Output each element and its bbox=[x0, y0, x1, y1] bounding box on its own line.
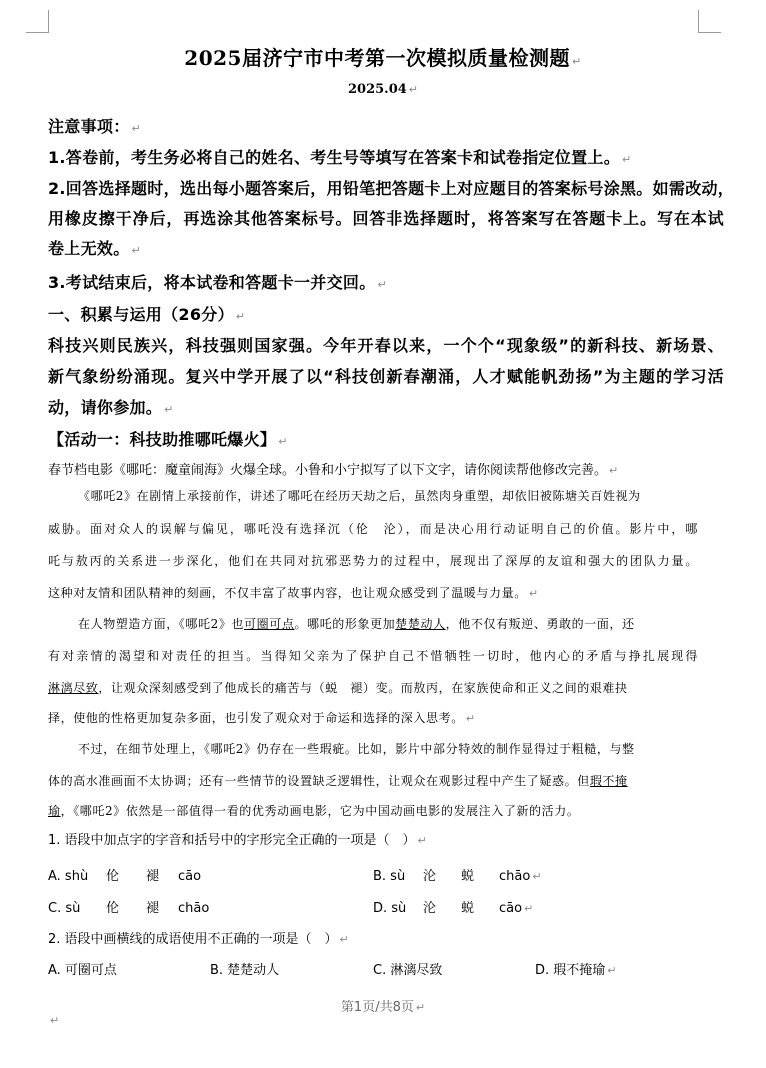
paragraph-mark-icon: ↵ bbox=[609, 464, 619, 477]
passage-p2-line-4: 择，使他的性格更加复杂多面，也引发了观众对于命运和选择的深入思考。 ↵ bbox=[48, 711, 476, 725]
paragraph-mark-icon: ↵ bbox=[524, 902, 534, 915]
notice-item-1: 1.答卷前，考生务必将自己的姓名、考生号等填写在答案卡和试卷指定位置上。 ↵ bbox=[48, 148, 632, 167]
paragraph-mark-icon: ↵ bbox=[417, 834, 427, 847]
passage-p1-line-1: 《哪吒2》在剧情上承接前作，讲述了哪吒在经历天劫之后，虽然肉身重塑，却依旧被陈塘关百姓视为 bbox=[78, 489, 641, 503]
q1-option-b: B. sù 沦 蜕 chāo ↵ bbox=[373, 869, 542, 884]
passage-p1-line-2: 威胁。面对众人的误解与偏见，哪吒没有选择沉（伦 沦），而是决心用行动证明自己的价值。影片中，哪 bbox=[48, 522, 698, 536]
paragraph-mark-icon: ↵ bbox=[415, 1001, 426, 1014]
paragraph-mark-icon: ↵ bbox=[339, 933, 349, 946]
q1-option-c: C. sù 伦 褪 chāo bbox=[48, 901, 210, 916]
passage-p2-line-3: 淋漓尽致，让观众深刻感受到了他成长的痛苦与（蜕 褪）变。而敖丙，在家族使命和正义之间的艰难抉 bbox=[48, 681, 628, 695]
document-date: 2025.04 ↵ bbox=[347, 82, 419, 97]
q1-option-d: D. sù 沦 蜕 cāo ↵ bbox=[373, 901, 534, 916]
notice-item-2-line-3: 卷上无效。 ↵ bbox=[48, 239, 142, 258]
section-intro-line-3: 动，请你参加。 ↵ bbox=[48, 398, 174, 417]
question-2: 2. 语段中画横线的成语使用不正确的一项是（ ） ↵ bbox=[48, 932, 349, 947]
passage-p2-line-2: 有对亲情的渴望和对责任的担当。当得知父亲为了保护自己不惜牺牲一切时，他内心的矛盾与挣扎展现得 bbox=[48, 649, 698, 663]
passage-p3-line-2: 体的高水准画面不太协调；还有一些情节的设置缺乏逻辑性，让观众在观影过程中产生了疑惑。但瑕不掩 bbox=[48, 774, 628, 788]
paragraph-mark-icon: ↵ bbox=[131, 244, 142, 257]
q2-option-c: C. 淋漓尽致 bbox=[373, 963, 443, 978]
activity-lead: 春节档电影《哪吒：魔童闹海》火爆全球。小鲁和小宁拟写了以下文字，请你阅读帮他修改完善。 ↵ bbox=[48, 463, 619, 478]
paragraph-mark-icon: ↵ bbox=[408, 83, 419, 96]
paragraph-mark-icon: ↵ bbox=[235, 310, 246, 323]
page-footer: 第1页/共8页 ↵ bbox=[340, 1000, 426, 1015]
notice-heading: 注意事项： ↵ bbox=[48, 117, 142, 136]
section-heading: 一、积累与运用（26分） ↵ bbox=[48, 305, 246, 324]
paragraph-mark-icon: ↵ bbox=[278, 435, 288, 448]
document-title: 2025届济宁市中考第一次模拟质量检测题 ↵ bbox=[184, 46, 582, 70]
paragraph-mark-icon: ↵ bbox=[377, 278, 388, 291]
q1-option-a: A. shù 伦 褪 cāo bbox=[48, 869, 202, 884]
paragraph-mark-icon: ↵ bbox=[622, 153, 632, 166]
underlined-idiom: 可圈可点 bbox=[244, 617, 295, 631]
underlined-idiom: 瑜 bbox=[48, 804, 61, 818]
q2-option-b: B. 楚楚动人 bbox=[210, 963, 280, 978]
passage-p2-line-1: 在人物塑造方面，《哪吒2》也可圈可点。哪吒的形象更加楚楚动人，他不仅有叛逆、勇敢的一面，还 bbox=[78, 617, 635, 631]
notice-item-2-line-2: 用橡皮擦干净后，再选涂其他答案标号。回答非选择题时，将答案写在答题卡上。写在本试 bbox=[48, 209, 724, 228]
notice-item-2-line-1: 2.回答选择题时，选出每小题答案后，用铅笔把答题卡上对应题目的答案标号涂黑。如需改动， bbox=[48, 179, 735, 198]
underlined-idiom: 楚楚动人 bbox=[395, 617, 446, 631]
q2-option-a: A. 可圈可点 bbox=[48, 963, 117, 978]
section-intro-line-1: 科技兴则民族兴，科技强则国家强。今年开春以来，一个个“现象级”的新科技、新场景、 bbox=[48, 336, 724, 355]
paragraph-mark-icon: ↵ bbox=[532, 870, 542, 883]
passage-p3-line-1: 不过，在细节处理上，《哪吒2》仍存在一些瑕疵。比如，影片中部分特效的制作显得过于粗糙，与整 bbox=[78, 742, 635, 756]
passage-p1-line-4: 这种对友情和团队精神的刻画，不仅丰富了故事内容，也让观众感受到了温暖与力量。 ↵ bbox=[48, 586, 539, 600]
paragraph-mark-icon: ↵ bbox=[571, 55, 582, 68]
paragraph-mark-icon: ↵ bbox=[465, 712, 476, 725]
activity-heading: 【活动一：科技助推哪吒爆火】 ↵ bbox=[48, 430, 288, 449]
paragraph-mark-icon: ↵ bbox=[607, 964, 617, 977]
underlined-idiom: 淋漓尽致 bbox=[48, 681, 99, 695]
question-1: 1. 语段中加点字的字音和括号中的字形完全正确的一项是（ ） ↵ bbox=[48, 833, 427, 848]
crop-mark-top-left bbox=[26, 10, 49, 33]
notice-item-3: 3.考试结束后，将本试卷和答题卡一并交回。 ↵ bbox=[48, 273, 388, 292]
passage-p3-line-3: 瑜，《哪吒2》依然是一部值得一看的优秀动画电影，它为中国动画电影的发展注入了新的活力。 bbox=[48, 804, 580, 818]
paragraph-mark-icon: ↵ bbox=[131, 122, 142, 135]
paragraph-mark-icon: ↵ bbox=[528, 587, 539, 600]
passage-p1-line-3: 吒与敖丙的关系进一步深化，他们在共同对抗邪恶势力的过程中，展现出了深厚的友谊和强大的团队力量。 bbox=[48, 554, 698, 568]
paragraph-mark-icon: ↵ bbox=[164, 403, 174, 416]
q2-option-d: D. 瑕不掩瑜 ↵ bbox=[535, 963, 617, 978]
underlined-idiom: 瑕不掩 bbox=[589, 774, 628, 788]
crop-mark-top-right bbox=[698, 10, 721, 33]
paragraph-mark-icon: ↵ bbox=[50, 1014, 60, 1027]
section-intro-line-2: 新气象纷纷涌现。复兴中学开展了以“科技创新春潮涌，人才赋能帆劲扬”为主题的学习活 bbox=[48, 367, 724, 386]
